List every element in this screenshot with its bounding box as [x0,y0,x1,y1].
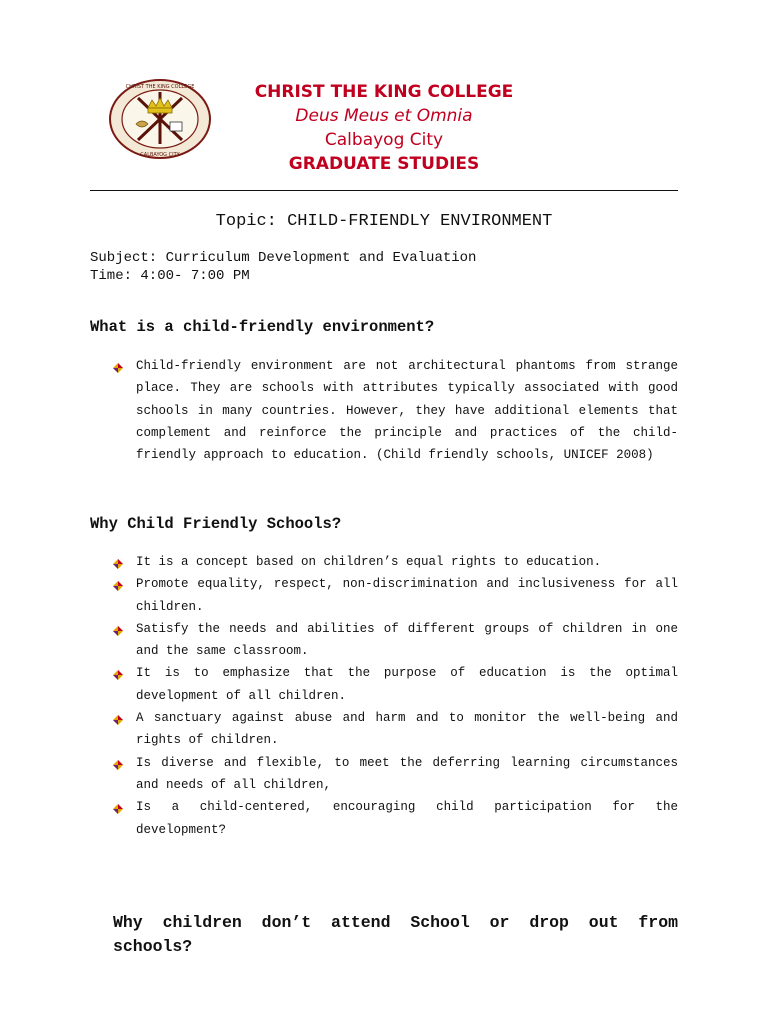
list-item-text: It is a concept based on children’s equal rights to education. [136,555,602,569]
bullet-icon [112,757,124,769]
list-item-text: Promote equality, respect, non-discrimination and inclusiveness for all children. [136,577,678,614]
list-item-text: Is diverse and flexible, to meet the deferring learning circumstances and needs of all children, [136,755,678,792]
list-item-text: Satisfy the needs and abilities of different groups of children in one and the same classroom. [136,621,678,659]
college-name: CHRIST THE KING COLLEGE [254,82,514,102]
bullet-icon [112,667,124,679]
definition-list [112,355,678,466]
section-heading-dropout: Why children don’t attend School or drop out from schools? [113,913,678,956]
reasons-list [112,551,678,841]
bullet-icon [112,578,124,590]
list-item [112,355,678,466]
topic-title: Topic: CHILD-FRIENDLY ENVIRONMENT [215,212,553,231]
time-line: Time: 4:00- 7:00 PM [90,268,250,284]
list-item [112,752,678,797]
list-item [112,662,678,707]
list-item-text: A sanctuary against abuse and harm and to monitor the well-being and rights of children. [136,711,678,748]
session-meta [90,249,476,285]
college-motto: Deus Meus et Omnia [295,106,473,126]
bullet-icon [112,801,124,813]
list-item [112,551,678,573]
list-item-text: Child-friendly environment are not architectural phantoms from strange place. They are schools with attributes typically associated with good schools in many countries. However, they have additional elements that complement and reinforce the principle and practices of the child-friendly approach to education. (Child friendly schools, UNICEF 2008) [136,359,678,463]
college-header [220,80,548,176]
list-item [112,796,678,841]
list-item [112,707,678,752]
section-heading-why: Why Child Friendly Schools? [90,515,342,533]
list-item [112,573,678,618]
college-city: Calbayog City [324,130,444,150]
header-divider [90,190,678,191]
section-heading-definition: What is a child-friendly environment? [90,318,435,336]
list-item-text: It is to emphasize that the purpose of education is the optimal development of all children. [136,666,678,703]
list-item-text: Is a child-centered, encouraging child participation for the development? [136,800,678,837]
college-department: GRADUATE STUDIES [288,154,480,174]
bullet-icon [112,556,124,568]
college-seal-logo [108,78,212,160]
bullet-icon [112,712,124,724]
bullet-icon [112,360,124,372]
svg-text:CALBAYOG CITY: CALBAYOG CITY [140,152,180,158]
bullet-icon [112,623,124,635]
subject-line: Subject: Curriculum Development and Evaluation [90,250,477,266]
svg-text:CHRIST THE KING COLLEGE: CHRIST THE KING COLLEGE [125,84,195,90]
list-item [112,618,678,663]
